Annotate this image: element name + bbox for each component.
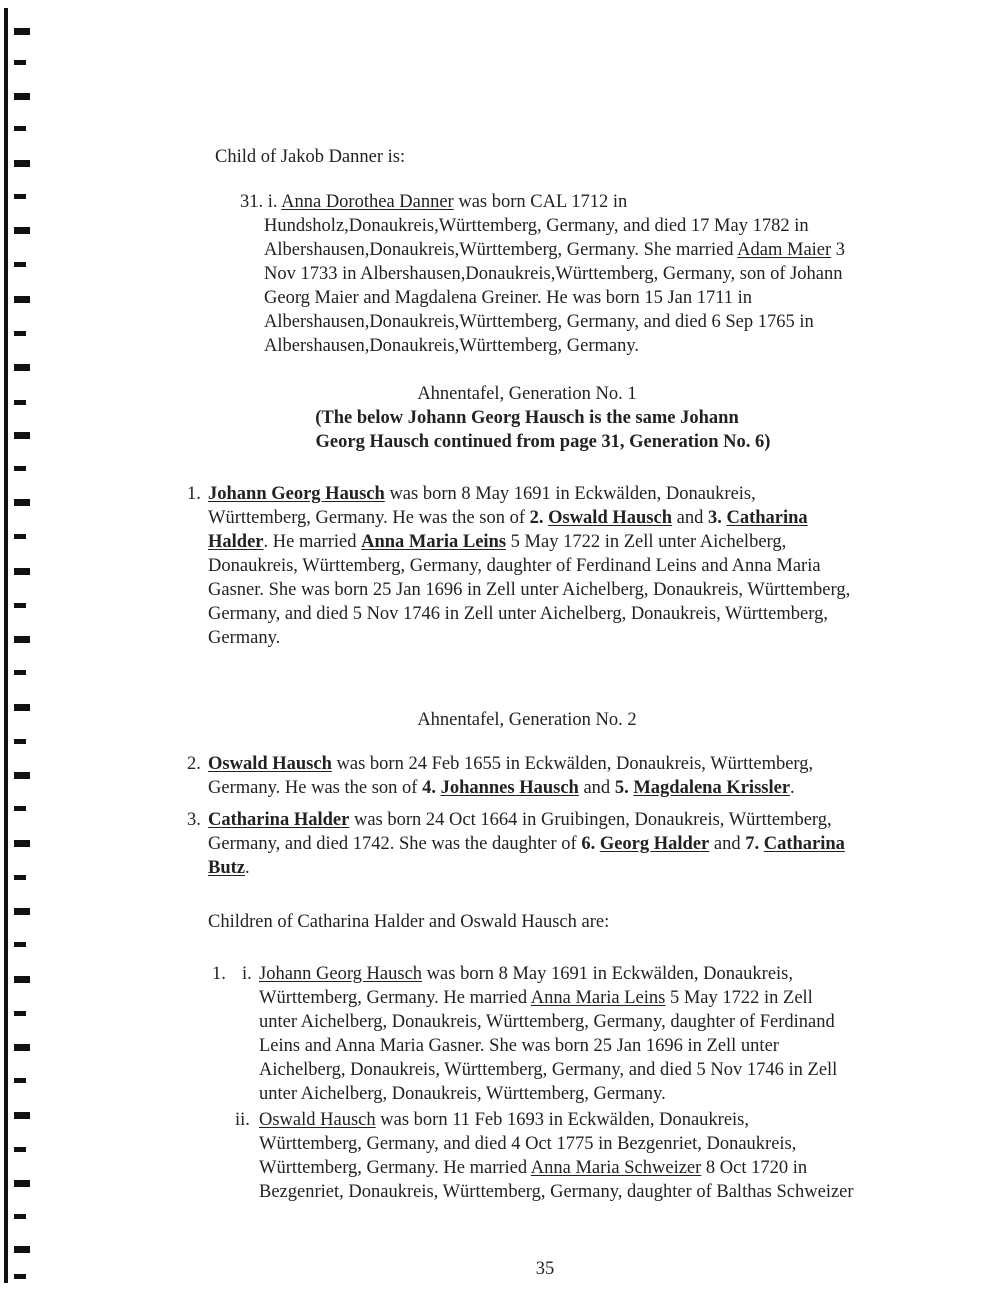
person-link-johann-georg[interactable]: Johann Georg Hausch xyxy=(259,964,423,984)
generation-1-note: (The below Johann Georg Hausch is the same Johann xyxy=(315,408,739,428)
entry-1 xyxy=(208,483,756,507)
entry-text: Nov 1733 in Albershausen,Donaukreis,Württemberg, Germany, son of Johann xyxy=(264,264,843,284)
child-roman: ii. xyxy=(235,1110,250,1130)
section-heading-jakob: Child of Jakob Danner is: xyxy=(215,147,406,167)
ref-number: 4. xyxy=(422,778,436,798)
entry-text: Georg Maier and Magdalena Greiner. He was born 15 Jan 1711 in xyxy=(264,288,753,308)
child-roman: i. xyxy=(242,964,252,984)
entry-text: Bezgenriet, Donaukreis, Württemberg, Germany, daughter of Balthas Schweizer xyxy=(259,1182,854,1202)
child-entry-2 xyxy=(259,1109,749,1133)
entry-text: 3 xyxy=(831,240,846,260)
entry-number: 1. xyxy=(187,484,201,504)
person-link-anna-dorothea[interactable]: Anna Dorothea Danner xyxy=(281,192,454,212)
entry-text: 5 May 1722 in Zell unter Aichelberg, xyxy=(506,532,787,552)
person-link-georg-halder[interactable]: Georg Halder xyxy=(599,834,710,854)
person-link-johann-georg[interactable]: Johann Georg Hausch xyxy=(208,484,385,504)
generation-1-heading: Ahnentafel, Generation No. 1 xyxy=(417,384,637,404)
entry-text: 5 May 1722 in Zell xyxy=(665,988,813,1008)
person-link-magdalena-krissler[interactable]: Magdalena Krissler xyxy=(633,778,791,798)
entry-text xyxy=(208,777,795,801)
entry-text xyxy=(208,507,808,531)
entry-text: and xyxy=(672,508,708,528)
entry-text: Germany, and died 1742. She was the daughter of xyxy=(208,834,582,854)
entry-text: unter Aichelberg, Donaukreis, Württemberg, Germany, daughter of Ferdinand xyxy=(259,1012,835,1032)
person-link-anna-maria-leins[interactable]: Anna Maria Leins xyxy=(530,988,666,1008)
entry-text: and xyxy=(578,778,615,798)
generation-2-heading: Ahnentafel, Generation No. 2 xyxy=(417,710,637,730)
entry-text xyxy=(208,857,250,881)
entry-text: . He married xyxy=(263,532,362,552)
entry-text: 8 Oct 1720 in xyxy=(701,1158,808,1178)
entry-text: was born 24 Feb 1655 in Eckwälden, Donaukreis, Württemberg, xyxy=(331,754,814,774)
ref-number: 6. xyxy=(581,834,596,854)
entry-text: Donaukreis, Württemberg, Germany, daughter of Ferdinand Leins and Anna Maria xyxy=(208,556,821,576)
entry-text: Germany, and died 5 Nov 1746 in Zell unter Aichelberg, Donaukreis, Württemberg, xyxy=(208,604,828,624)
ref-number: 2. xyxy=(529,508,544,528)
entry-number: 2. xyxy=(187,754,201,774)
entry-number: 31. i. xyxy=(240,192,278,212)
entry-text xyxy=(264,239,845,263)
entry-text: was born 8 May 1691 in Eckwälden, Donaukreis, xyxy=(384,484,756,504)
entry-text: was born 11 Feb 1693 in Eckwälden, Donaukreis, xyxy=(375,1110,749,1130)
child-number: 1. xyxy=(212,964,226,984)
entry-text: was born 24 Oct 1664 in Gruibingen, Donaukreis, Württemberg, xyxy=(349,810,832,830)
entry-text: Hundsholz,Donaukreis,Württemberg, Germany, and died 17 May 1782 in xyxy=(264,216,809,236)
entry-text xyxy=(259,1157,807,1181)
ref-number: 5. xyxy=(614,778,629,798)
entry-text xyxy=(259,987,813,1011)
child-entry-1 xyxy=(259,963,793,987)
entry-text: Gasner. She was born 25 Jan 1696 in Zell unter Aichelberg, Donaukreis, Württemberg, xyxy=(208,580,851,600)
entry-text: Württemberg, Germany. He was the son of xyxy=(208,508,530,528)
entry-text: unter Aichelberg, Donaukreis, Württemberg, Germany. xyxy=(259,1084,666,1104)
entry-text: Albershausen,Donaukreis,Württemberg, Germany. xyxy=(264,336,640,356)
ref-number: 3. xyxy=(707,508,722,528)
entry-text: Germany. xyxy=(208,628,281,648)
entry-number: 3. xyxy=(187,810,201,830)
entry-text: was born 8 May 1691 in Eckwälden, Donaukreis, xyxy=(422,964,793,984)
entry-text: Aichelberg, Donaukreis, Württemberg, Germany, and died 5 Nov 1746 in Zell xyxy=(259,1060,838,1080)
person-link-anna-maria-schweizer[interactable]: Anna Maria Schweizer xyxy=(530,1158,702,1178)
binding-marks xyxy=(0,0,34,1292)
entry-text: Württemberg, Germany. He married xyxy=(259,1158,531,1178)
entry-text: was born CAL 1712 in xyxy=(453,192,628,212)
entry-text xyxy=(208,531,786,555)
person-link-oswald[interactable]: Oswald Hausch xyxy=(259,1110,376,1130)
entry-2 xyxy=(208,753,813,777)
page-number: 35 xyxy=(535,1259,555,1279)
entry-text: . xyxy=(245,858,250,878)
person-link-adam-maier[interactable]: Adam Maier xyxy=(737,240,832,260)
entry-text: Württemberg, Germany, and died 4 Oct 1775 in Bezgenriet, Donaukreis, xyxy=(259,1134,797,1154)
entry-text: Germany. He was the son of xyxy=(208,778,423,798)
children-heading: Children of Catharina Halder and Oswald Hausch are: xyxy=(208,912,610,932)
entry-text: and xyxy=(709,834,746,854)
person-link-catharina-butz[interactable]: Catharina xyxy=(763,834,845,854)
person-link-catharina[interactable]: Halder xyxy=(208,532,264,552)
entry-text: Albershausen,Donaukreis,Württemberg, Germany, and died 6 Sep 1765 in xyxy=(264,312,814,332)
person-link-catharina[interactable]: Catharina Halder xyxy=(208,810,350,830)
entry-3 xyxy=(208,809,832,833)
entry-text: Württemberg, Germany. He married xyxy=(259,988,531,1008)
ref-number: 7. xyxy=(745,834,760,854)
entry-text: . xyxy=(790,778,795,798)
generation-1-note: Georg Hausch continued from page 31, Generation No. 6) xyxy=(315,432,771,452)
person-link-oswald[interactable]: Oswald Hausch xyxy=(208,754,332,774)
person-link-anna-maria-leins[interactable]: Anna Maria Leins xyxy=(361,532,507,552)
spiral-binding xyxy=(0,0,34,1292)
entry-text xyxy=(208,833,845,857)
entry-text: Leins and Anna Maria Gasner. She was born 25 Jan 1696 in Zell unter xyxy=(259,1036,779,1056)
person-link-johannes-hausch[interactable]: Johannes Hausch xyxy=(440,778,579,798)
person-link-catharina[interactable]: Catharina xyxy=(726,508,808,528)
person-link-oswald[interactable]: Oswald Hausch xyxy=(548,508,672,528)
entry-31 xyxy=(240,191,627,215)
entry-text: Albershausen,Donaukreis,Württemberg, Germany. She married xyxy=(264,240,738,260)
person-link-catharina-butz[interactable]: Butz xyxy=(208,858,245,878)
